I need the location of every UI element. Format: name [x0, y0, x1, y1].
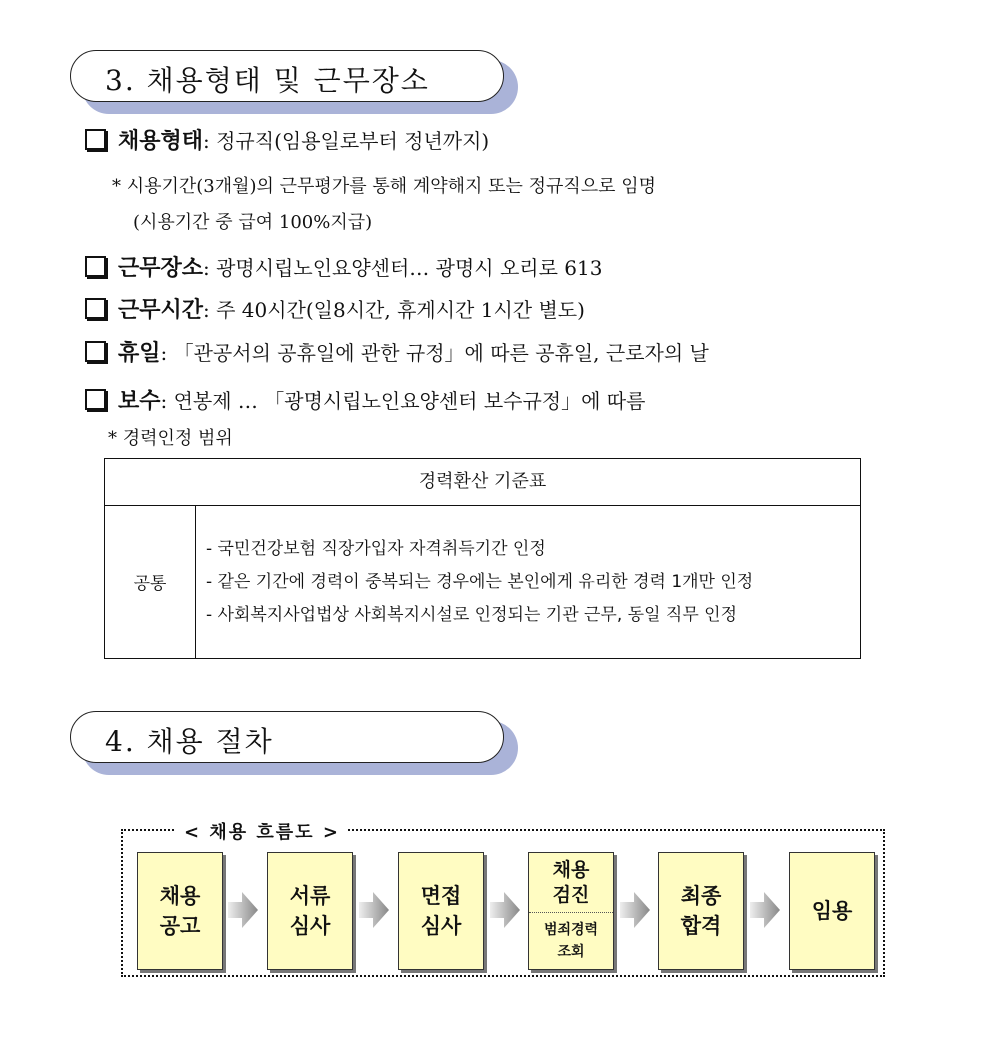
arrow-right-icon: [228, 890, 258, 930]
step-interview: [398, 852, 484, 970]
employment-label: 채용형태: [118, 129, 204, 154]
step-line: 채용: [552, 858, 590, 881]
section3-header: [70, 50, 506, 104]
pay-row: [85, 384, 645, 415]
step-line: 심사: [420, 914, 462, 938]
table-item: - 사회복지사업법상 사회복지시설로 인정되는 기관 근무, 동일 직무 인정: [206, 605, 738, 625]
step-line: 채용: [159, 884, 201, 908]
step-subline: 범죄경력: [543, 922, 599, 938]
table-items: [206, 534, 753, 633]
section3-title: 3. 채용형태 및 근무장소: [105, 64, 430, 97]
step-line: 최종: [680, 884, 722, 908]
arrow-right-icon: [620, 890, 650, 930]
checkbox-icon: [85, 298, 106, 319]
step-document-review: [267, 852, 353, 970]
employment-text: : 정규직(임용일로부터 정년까지): [203, 129, 490, 153]
checkbox-icon: [85, 256, 106, 277]
step-appointment: [789, 852, 875, 970]
checkbox-icon: [85, 389, 106, 410]
workplace-label: 근무장소: [118, 256, 204, 281]
hours-label: 근무시간: [118, 298, 204, 323]
table-category: 공통: [105, 505, 196, 658]
career-table: [104, 458, 861, 659]
pay-text: : 연봉제 … 「광명시립노인요양센터 보수규정」에 따름: [160, 389, 646, 413]
step-line: 공고: [159, 914, 201, 938]
probation-note: * 시용기간(3개월)의 근무평가를 통해 계약해지 또는 정규직으로 임명: [112, 176, 657, 197]
step-line: 면접: [420, 884, 462, 908]
step-line: 검진: [552, 883, 590, 906]
arrow-right-icon: [750, 890, 780, 930]
checkbox-icon: [85, 341, 106, 362]
holiday-text: : 「관공서의 공휴일에 관한 규정」에 따른 공휴일, 근로자의 날: [160, 341, 709, 365]
hours-text: : 주 40시간(일8시간, 휴게시간 1시간 별도): [203, 298, 585, 322]
arrow-right-icon: [359, 890, 389, 930]
step-line: 서류: [289, 884, 331, 908]
table-header: 경력환산 기준표: [105, 459, 860, 506]
holiday-label: 휴일: [118, 341, 161, 366]
employment-row: [85, 124, 489, 155]
step-health-check: [528, 852, 614, 970]
header-pill: [70, 50, 504, 102]
flow-chart-title: < 채용 흐름도 >: [176, 818, 348, 844]
step-line: 임용: [811, 899, 853, 923]
career-note: * 경력인정 범위: [108, 428, 233, 449]
hours-row: [85, 293, 585, 324]
arrow-right-icon: [490, 890, 520, 930]
section4-header: [70, 711, 506, 765]
holiday-row: [85, 336, 709, 367]
step-line: 심사: [289, 914, 331, 938]
checkbox-icon: [85, 129, 106, 150]
table-item: - 같은 기간에 경력이 중복되는 경우에는 본인에게 유리한 경력 1개만 인정: [206, 572, 754, 592]
pay-label: 보수: [118, 389, 161, 414]
table-item: - 국민건강보험 직장가입자 자격취득기간 인정: [206, 539, 546, 559]
step-subline: 조회: [557, 944, 585, 960]
workplace-row: [85, 251, 602, 282]
probation-pay-note: (시용기간 중 급여 100%지급): [133, 212, 373, 233]
step-line: 합격: [680, 914, 722, 938]
step-announcement: [137, 852, 223, 970]
step-final-pass: [658, 852, 744, 970]
workplace-text: : 광명시립노인요양센터… 광명시 오리로 613: [203, 256, 603, 280]
section4-title: 4. 채용 절차: [105, 725, 274, 758]
header-pill: [70, 711, 504, 763]
